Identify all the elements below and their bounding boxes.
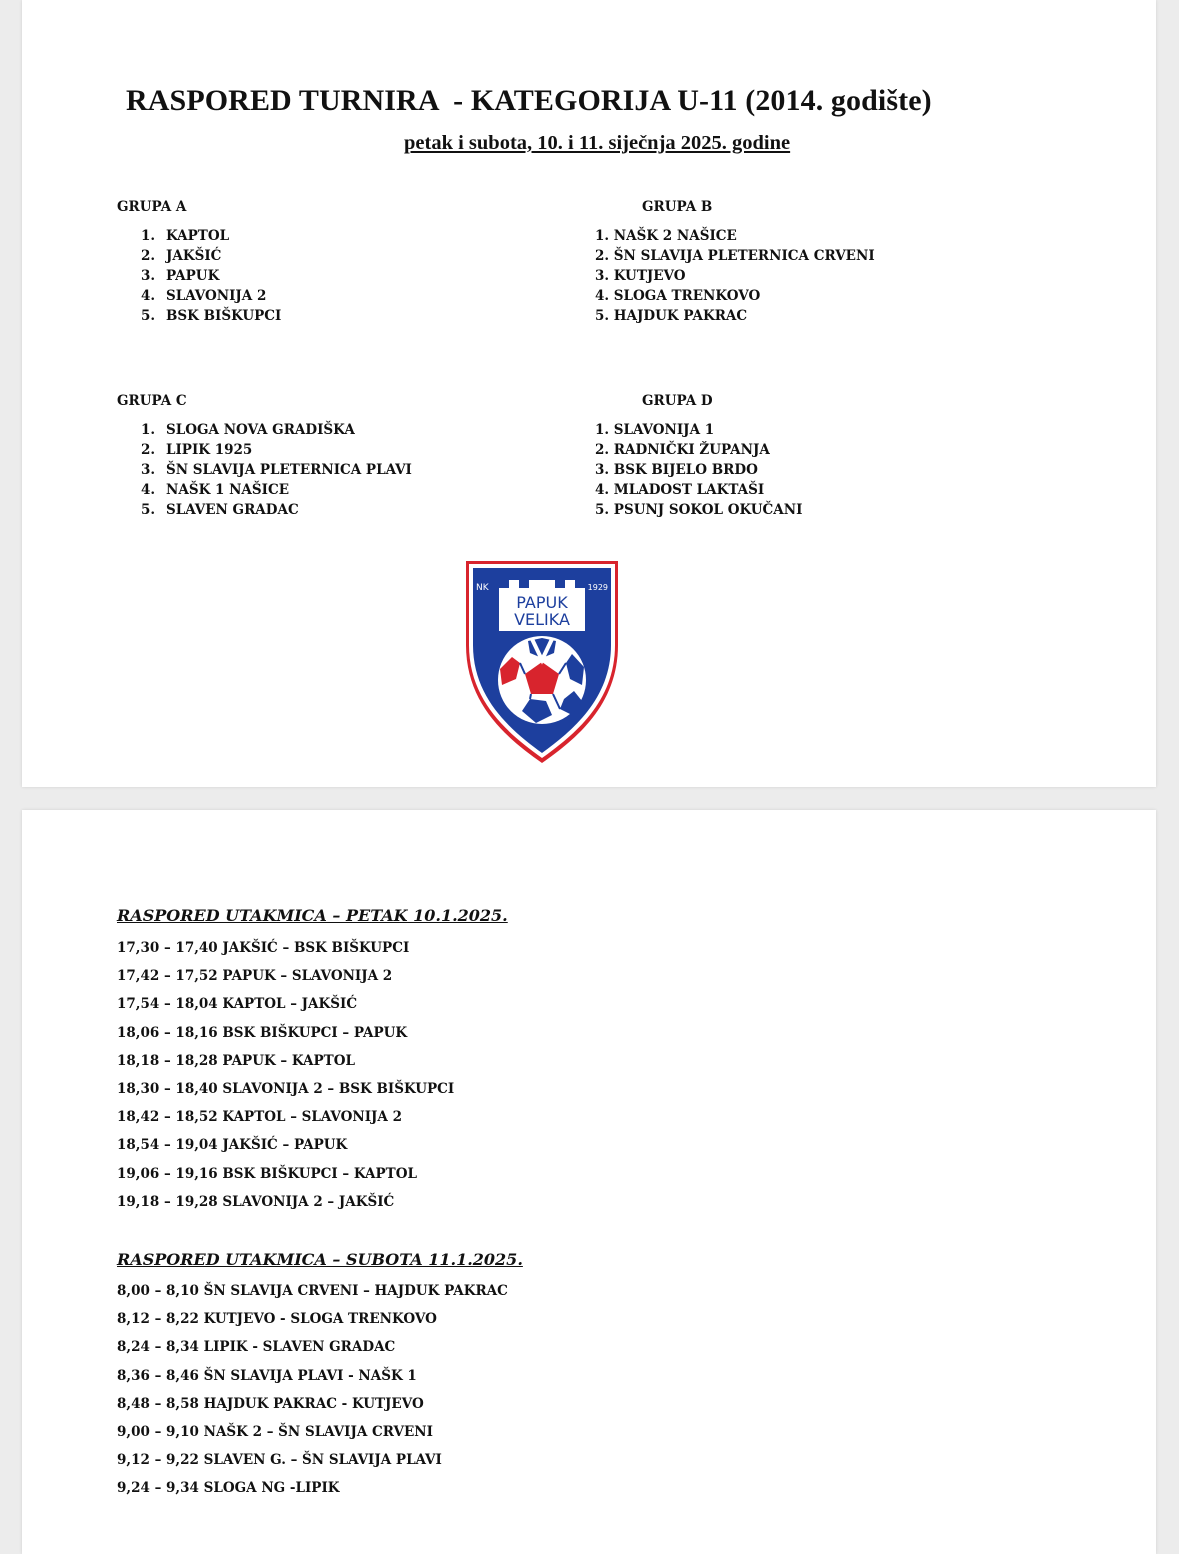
list-item: 3. BSK BIJELO BRDO bbox=[595, 462, 758, 478]
document-page-2 bbox=[22, 810, 1156, 1554]
list-item: 5. PSUNJ SOKOL OKUČANI bbox=[595, 502, 803, 518]
group-b-teams bbox=[595, 226, 875, 326]
list-item: 2. RADNIČKI ŽUPANJA bbox=[595, 442, 770, 458]
match-row: 17,54 – 18,04 KAPTOL – JAKŠIĆ bbox=[117, 996, 358, 1013]
logo-prefix: NK bbox=[476, 583, 489, 593]
list-item: 2. JAKŠIĆ bbox=[141, 248, 222, 264]
list-item: 2. ŠN SLAVIJA PLETERNICA CRVENI bbox=[595, 248, 875, 264]
logo-line1: PAPUK bbox=[516, 593, 568, 612]
club-crest-logo bbox=[464, 559, 620, 765]
match-row: 19,18 – 19,28 SLAVONIJA 2 – JAKŠIĆ bbox=[117, 1193, 395, 1210]
list-item: 2. LIPIK 1925 bbox=[141, 442, 253, 458]
match-row: 18,18 – 18,28 PAPUK – KAPTOL bbox=[117, 1052, 355, 1069]
match-row: 8,24 – 8,34 LIPIK - SLAVEN GRADAC bbox=[117, 1339, 396, 1356]
list-item: 5. BSK BIŠKUPCI bbox=[141, 308, 282, 324]
document-page-1 bbox=[22, 0, 1156, 787]
match-row: 9,24 – 9,34 SLOGA NG -LIPIK bbox=[117, 1480, 340, 1497]
list-item: 1. SLAVONIJA 1 bbox=[595, 422, 715, 438]
match-row: 19,06 – 19,16 BSK BIŠKUPCI – KAPTOL bbox=[117, 1165, 417, 1182]
match-row: 18,30 – 18,40 SLAVONIJA 2 – BSK BIŠKUPCI bbox=[117, 1080, 455, 1097]
match-row: 8,36 – 8,46 ŠN SLAVIJA PLAVI - NAŠK 1 bbox=[117, 1367, 417, 1384]
tournament-title: RASPORED TURNIRA - KATEGORIJA U-11 (2014. godište) bbox=[126, 84, 932, 117]
logo-year: 1929 bbox=[587, 583, 608, 592]
saturday-schedule-heading: RASPORED UTAKMICA – SUBOTA 11.1.2025. bbox=[117, 1250, 523, 1269]
logo-line2: VELIKA bbox=[514, 610, 570, 629]
match-row: 9,12 – 9,22 SLAVEN G. – ŠN SLAVIJA PLAVI bbox=[117, 1452, 442, 1469]
saturday-match-list bbox=[117, 1277, 508, 1503]
list-item: 1. KAPTOL bbox=[141, 228, 230, 244]
group-d-teams bbox=[595, 420, 802, 520]
list-item: 3. KUTJEVO bbox=[595, 268, 686, 284]
list-item: 3. ŠN SLAVIJA PLETERNICA PLAVI bbox=[141, 462, 412, 478]
list-item: 1. SLOGA NOVA GRADIŠKA bbox=[141, 422, 355, 438]
list-item: 5. SLAVEN GRADAC bbox=[141, 502, 299, 518]
match-row: 8,12 – 8,22 KUTJEVO - SLOGA TRENKOVO bbox=[117, 1311, 437, 1328]
list-item: 4. SLAVONIJA 2 bbox=[141, 288, 267, 304]
group-b-heading: GRUPA B bbox=[642, 199, 713, 215]
tournament-dates: petak i subota, 10. i 11. siječnja 2025. godine bbox=[404, 132, 791, 154]
group-d-heading: GRUPA D bbox=[642, 393, 713, 409]
list-item: 5. HAJDUK PAKRAC bbox=[595, 308, 748, 324]
list-item: 4. SLOGA TRENKOVO bbox=[595, 288, 761, 304]
list-item: 1. NAŠK 2 NAŠICE bbox=[595, 228, 737, 244]
match-row: 9,00 – 9,10 NAŠK 2 – ŠN SLAVIJA CRVENI bbox=[117, 1423, 433, 1440]
group-c-teams bbox=[141, 420, 412, 520]
list-item: 4. MLADOST LAKTAŠI bbox=[595, 482, 765, 498]
list-item: 3. PAPUK bbox=[141, 268, 220, 284]
match-row: 17,30 – 17,40 JAKŠIĆ – BSK BIŠKUPCI bbox=[117, 940, 410, 956]
group-a-teams bbox=[141, 226, 281, 326]
match-row: 8,00 – 8,10 ŠN SLAVIJA CRVENI – HAJDUK PAKRAC bbox=[117, 1283, 508, 1299]
match-row: 18,06 – 18,16 BSK BIŠKUPCI – PAPUK bbox=[117, 1024, 408, 1041]
match-row: 17,42 – 17,52 PAPUK – SLAVONIJA 2 bbox=[117, 968, 393, 985]
match-row: 18,42 – 18,52 KAPTOL – SLAVONIJA 2 bbox=[117, 1109, 402, 1126]
group-c-heading: GRUPA C bbox=[117, 393, 187, 409]
group-a-heading: GRUPA A bbox=[117, 199, 187, 215]
list-item: 4. NAŠK 1 NAŠICE bbox=[141, 482, 290, 498]
friday-match-list bbox=[117, 934, 454, 1216]
friday-schedule-heading: RASPORED UTAKMICA – PETAK 10.1.2025. bbox=[117, 906, 508, 925]
match-row: 8,48 – 8,58 HAJDUK PAKRAC - KUTJEVO bbox=[117, 1395, 424, 1412]
match-row: 18,54 – 19,04 JAKŠIĆ – PAPUK bbox=[117, 1137, 348, 1154]
